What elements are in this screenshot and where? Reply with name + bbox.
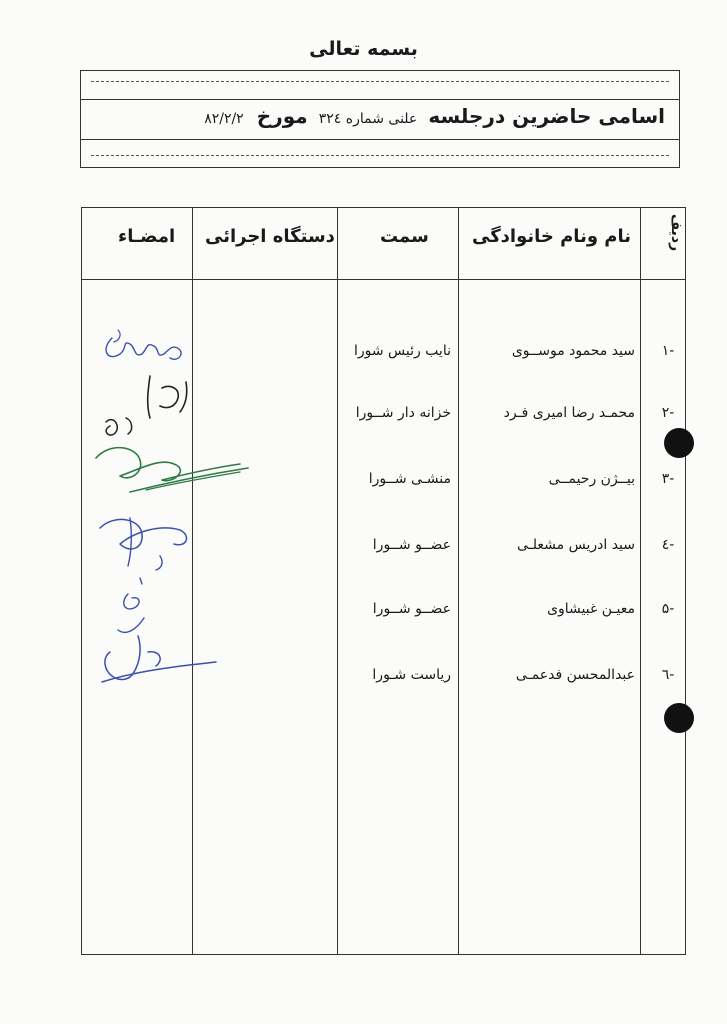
dashed-divider [91,155,669,156]
row-number: -٤ [661,537,675,553]
row-number: -۵ [661,601,675,617]
member-position: منشـی شــورا [368,471,451,487]
header-agency: دستگاه اجرائی [205,226,335,247]
member-name: سید محمود موســوی [511,343,635,359]
member-position: نایب رئیس شورا [353,343,451,359]
member-position: ریاست شـورا [372,667,451,683]
member-name: معیـن غبیشاوی [547,601,635,617]
title-main: اسامی حاضرین درجلسه [428,104,665,128]
signatures-image [90,318,260,698]
punch-hole [664,428,694,458]
dashed-divider [91,81,669,82]
row-number: -۲ [661,405,675,421]
column-divider [640,208,641,954]
title-date: ۸۲/۲/۲ [204,111,244,127]
header-signature: امضـاء [118,226,176,247]
header-row-number: ردیف [668,214,684,252]
header-divider [82,279,685,280]
member-name: محمـد رضا امیری فـرد [503,405,635,421]
title-dated-label: مورخ [256,104,308,128]
member-name: عبدالمحسن فدعمـی [515,667,635,683]
title-session: علنی شماره ۳۲٤ [318,111,418,127]
row-number: -۳ [661,471,675,487]
member-position: عضــو شــورا [372,601,451,617]
column-divider [337,208,338,954]
punch-hole [664,703,694,733]
row-number: -۱ [661,343,675,359]
document-title [204,104,665,128]
header-position: سمت [380,226,429,247]
member-position: عضــو شــورا [372,537,451,553]
row-number: -٦ [661,667,675,683]
document-heading: بسمه تعالی [309,38,418,60]
column-divider [458,208,459,954]
member-position: خزانه دار شــورا [355,405,451,421]
box-divider [81,139,679,140]
header-name: نام ونام خانوادگی [471,226,631,247]
box-divider [81,99,679,100]
member-name: سید ادریس مشعلـی [517,537,635,553]
member-name: بیــژن رحیمــی [548,471,635,487]
